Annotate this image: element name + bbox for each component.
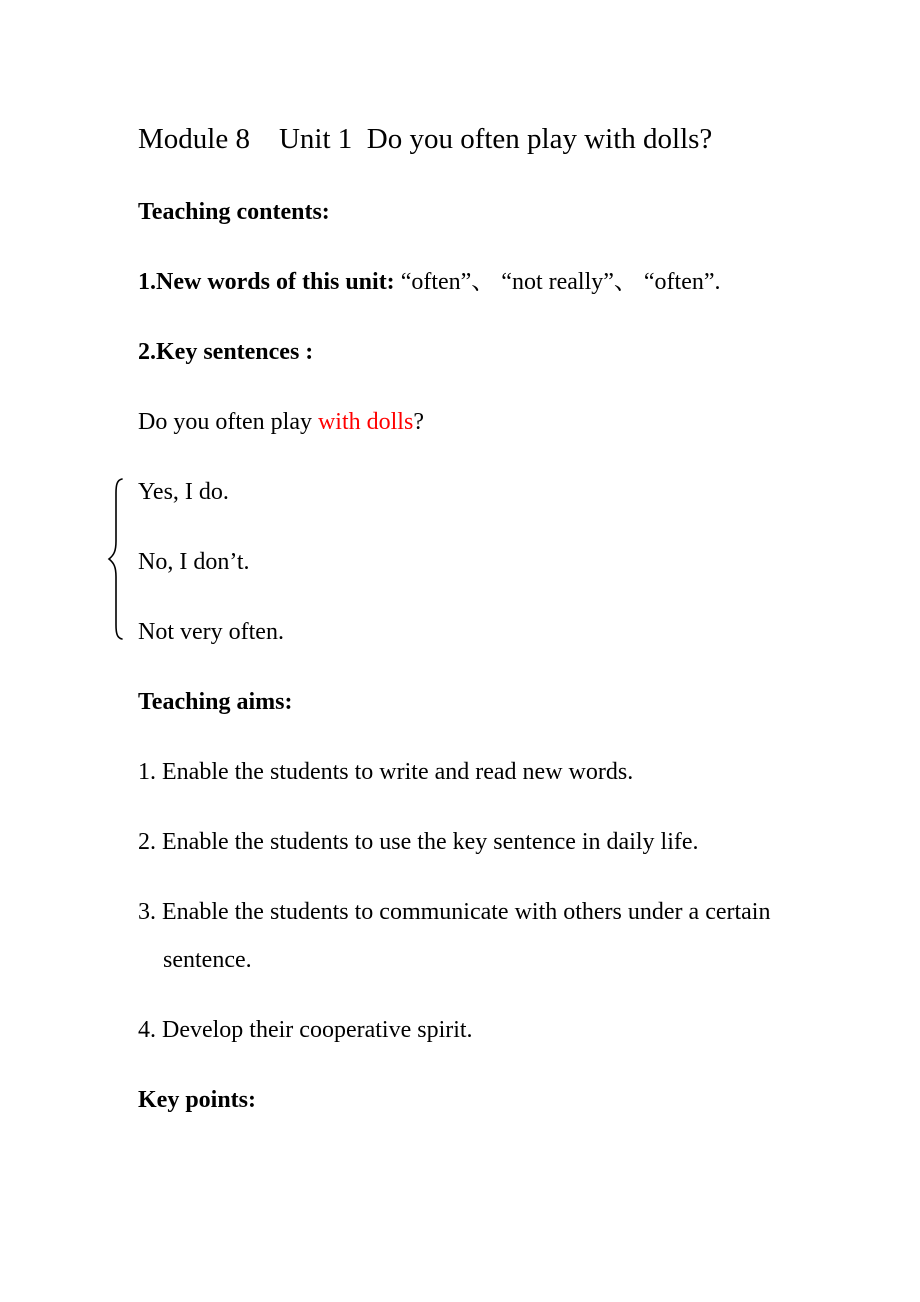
key-points-heading: Key points: xyxy=(138,1087,257,1113)
question-prefix: Do you often play xyxy=(138,409,318,435)
teaching-contents-heading: Teaching contents: xyxy=(138,199,330,225)
document-title: Module 8 Unit 1 Do you often play with dolls? xyxy=(138,123,713,155)
document-page xyxy=(138,116,798,1146)
key-sentences-heading: 2.Key sentences : xyxy=(138,339,314,365)
key-sentence-question xyxy=(138,398,798,446)
teaching-aims-heading: Teaching aims: xyxy=(138,689,293,715)
question-suffix: ? xyxy=(413,409,424,435)
new-words-label: 1.New words of this unit: xyxy=(138,269,395,295)
new-words-paragraph xyxy=(138,258,798,306)
left-curly-brace xyxy=(106,477,128,641)
aim-3-line-2: sentence. xyxy=(163,947,252,973)
aim-1: 1. Enable the students to write and read new words. xyxy=(138,759,634,785)
answer-no: No, I don’t. xyxy=(138,549,250,575)
answer-yes: Yes, I do. xyxy=(138,479,229,505)
aim-3-line-1: 3. Enable the students to communicate with others under a certain xyxy=(138,899,771,925)
aim-2: 2. Enable the students to use the key sentence in daily life. xyxy=(138,829,699,855)
new-words-text: “often”、 “not really”、 “often”. xyxy=(394,269,721,295)
aim-4: 4. Develop their cooperative spirit. xyxy=(138,1017,473,1043)
answer-not-very-often: Not very often. xyxy=(138,619,284,645)
question-highlight: with dolls xyxy=(317,409,414,435)
